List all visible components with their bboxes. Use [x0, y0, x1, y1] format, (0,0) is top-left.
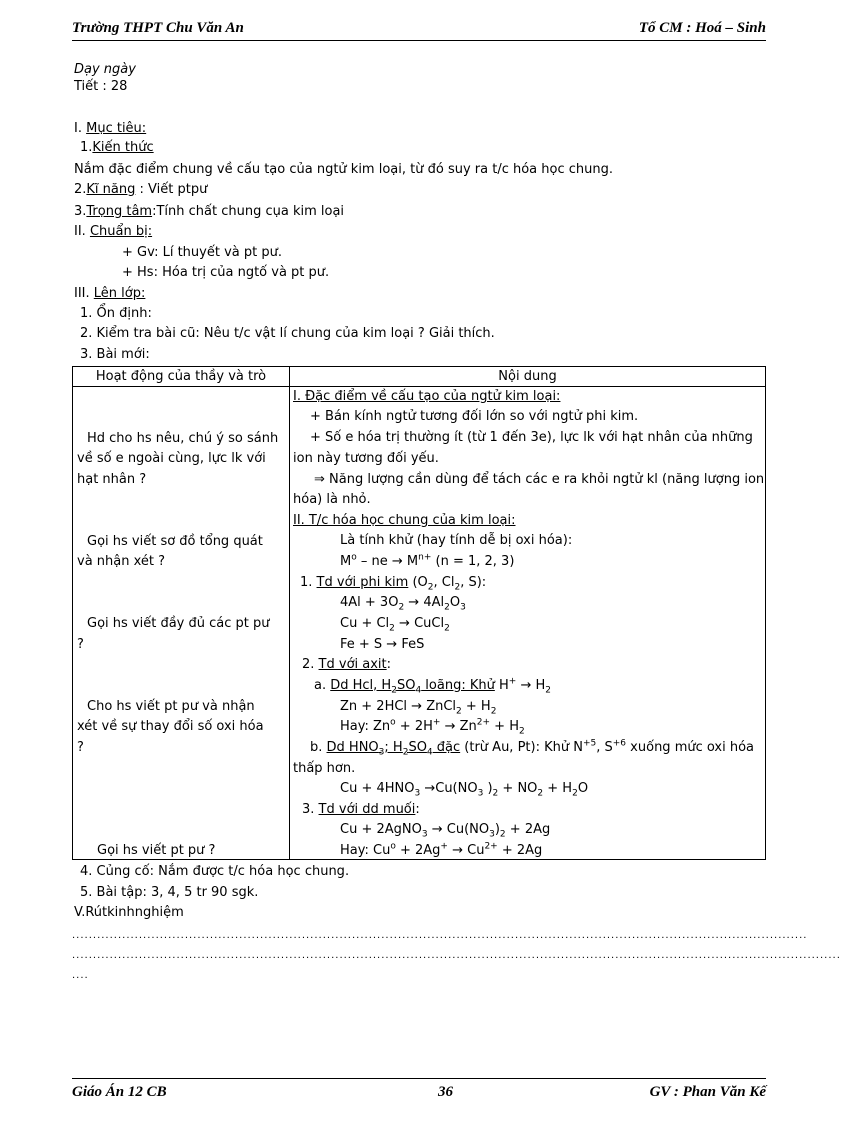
- equation: Fe + S → FeS: [340, 637, 425, 652]
- dotted-line: ................................................................................................................................................................................: [72, 930, 808, 941]
- equation: Hay: $Zn^o + 2H^+ \to Zn^{2+} + H_2$: [340, 717, 525, 737]
- page-header: [72, 18, 766, 41]
- prep-teacher: + Gv: Lí thuyết và pt pư.: [122, 245, 282, 260]
- activity-text: Gọi hs viết đầy đủ các pt pư: [87, 616, 270, 631]
- knowledge-title: 1.Kiến thức: [80, 140, 154, 155]
- content-cell: [290, 387, 766, 860]
- subsection-nonmetal: 1. Td với phi kim ($O_2$, $Cl_2$, S):: [300, 575, 487, 593]
- activity-text: Cho hs viết pt pư và nhận: [87, 699, 255, 714]
- date-label: Dạy ngày: [74, 62, 136, 77]
- subsection-conc-acid: b. Dd $HNO_3$; $H_2SO_4$ đặc (trừ Au, Pt): Khử $N^{+5}$, $S^{+6}$ xuống mức oxi hóa: [310, 738, 755, 758]
- page-number: 36: [438, 1084, 453, 1100]
- department-name: Tổ CM : Hoá – Sinh: [638, 20, 766, 36]
- focus-line: 3.Trọng tâm:Tính chất chung cụa kim loại: [74, 204, 345, 219]
- prep-heading: II. Chuẩn bị:: [74, 224, 153, 239]
- prep-student: + Hs: Hóa trị của ngtố và pt pư.: [122, 265, 330, 280]
- equation: $M^o$ – ne → $M^{n+}$ (n = 1, 2, 3): [340, 552, 515, 569]
- activity-text: về số e ngoài cùng, lực lk với: [77, 451, 266, 466]
- section-structure-heading: I. Đặc điểm về cấu tạo của ngtử kim loại:: [293, 389, 561, 404]
- lesson-step-2: 2. Kiểm tra bài cũ: Nêu t/c vật lí chung của kim loại ? Giải thích.: [80, 326, 495, 341]
- footer-title: Giáo Án 12 CB: [72, 1084, 167, 1100]
- content-line: thấp hơn.: [293, 761, 356, 776]
- subsection-salt: 3. Td với dd muối:: [302, 802, 420, 817]
- knowledge-text: Nắm đặc điểm chung về cấu tạo của ngtử kim loại, từ đó suy ra t/c hóa học chung.: [74, 162, 613, 177]
- lesson-table: [72, 366, 766, 860]
- equation: $4Al + 3O_2 \to 4Al_2O_3$: [340, 595, 466, 613]
- teacher-name: GV : Phan Văn Kế: [649, 1084, 766, 1100]
- dotted-line: ....: [72, 970, 89, 981]
- activity-text: Gọi hs viết pt pư ?: [97, 843, 216, 858]
- activity-text: xét về sự thay đổi số oxi hóa: [77, 719, 264, 734]
- column-header-content: Nội dung: [290, 367, 766, 387]
- content-line: ion này tương đối yếu.: [293, 451, 439, 466]
- lesson-number: Tiết : 28: [74, 79, 128, 94]
- activity-text: ?: [77, 637, 84, 652]
- content-line: Là tính khử (hay tính dễ bị oxi hóa):: [340, 533, 573, 548]
- content-line: + Số e hóa trị thường ít (từ 1 đến 3e), lực lk với hạt nhân của những: [310, 430, 753, 445]
- dotted-line: ........................................................................................................................................................................................: [72, 950, 841, 961]
- equation: Zn + 2HCl → ZnCl$_2$ + $H_2$: [340, 699, 497, 717]
- activity-text: và nhận xét ?: [77, 554, 166, 569]
- lesson-step-3: 3. Bài mới:: [80, 347, 150, 362]
- equation: $Cu + 4HNO_3 \to Cu(NO_3$ )$_2 + NO_2 + H_2O$: [340, 781, 589, 799]
- homework: 5. Bài tập: 3, 4, 5 tr 90 sgk.: [80, 885, 259, 900]
- activity-text: Gọi hs viết sơ đồ tổng quát: [87, 534, 263, 549]
- objectives-heading: I. Mục tiêu:: [74, 121, 147, 136]
- content-line: ⇒ Năng lượng cần dùng để tách các e ra khỏi ngtử kl (năng lượng ion: [314, 472, 765, 487]
- activity-text: hạt nhân ?: [77, 472, 147, 487]
- equation: $Cu + Cl_2$ → CuCl$_2$: [340, 616, 450, 634]
- section-properties-heading: II. T/c hóa học chung của kim loại:: [293, 513, 516, 528]
- activity-text: Hd cho hs nêu, chú ý so sánh: [87, 431, 279, 446]
- experience-heading: V.Rútkinhnghiệm: [74, 905, 184, 920]
- subsection-acid: 2. Td với axit:: [302, 657, 392, 672]
- lesson-step-1: 1. Ổn định:: [80, 306, 152, 321]
- equation: Cu + 2AgNO$_3$ → $Cu(NO_3)_2 + 2Ag$: [340, 822, 551, 840]
- column-header-activity: Hoạt động của thầy và trò: [73, 367, 290, 387]
- activity-cell: [73, 387, 290, 860]
- equation: Hay: $Cu^o + 2Ag^+ \to Cu^{2+} + 2Ag$: [340, 841, 543, 858]
- content-line: hóa) là nhỏ.: [293, 492, 371, 507]
- content-line: + Bán kính ngtử tương đối lớn so với ngtử phi kim.: [310, 409, 639, 424]
- school-name: Trường THPT Chu Văn An: [72, 20, 244, 36]
- consolidation: 4. Củng cố: Nắm được t/c hóa học chung.: [80, 864, 350, 879]
- skills-line: 2.Kĩ năng : Viết ptpư: [74, 182, 208, 197]
- lesson-heading: III. Lên lớp:: [74, 286, 146, 301]
- activity-text: ?: [77, 740, 84, 755]
- page-footer: [72, 1078, 766, 1101]
- subsection-dilute-acid: a. Dd Hcl, $H_2SO_4$ loãng: Khử $H^+ \to H_2$: [314, 676, 551, 696]
